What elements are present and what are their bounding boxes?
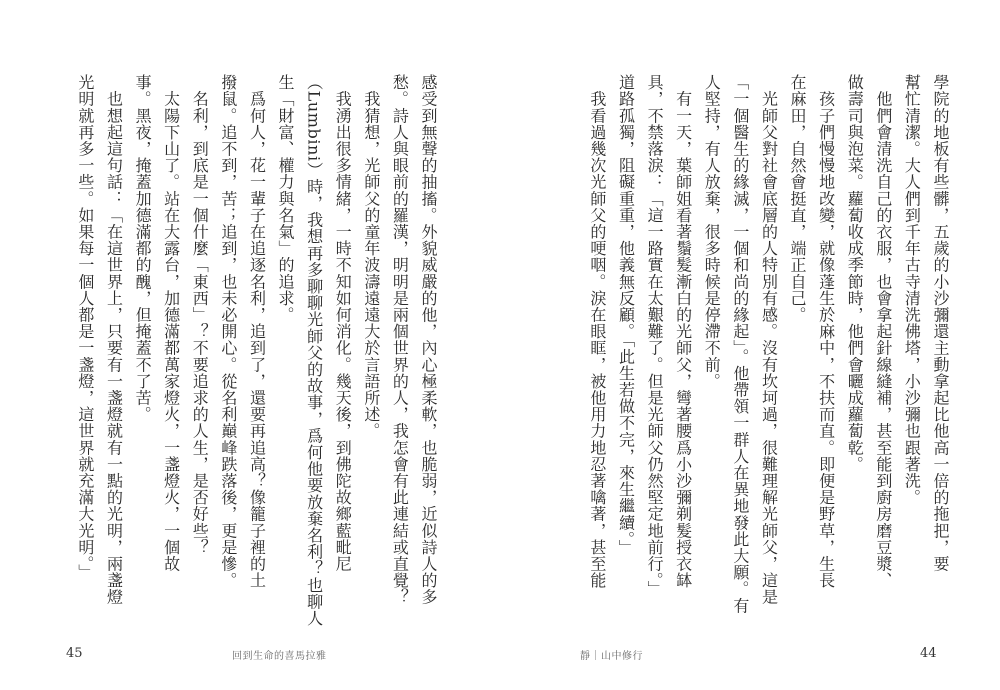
page-number: 45 <box>66 646 83 661</box>
text-column: 學院的地板有些髒，五歲的小沙彌還主動拿起比他高一倍的拖把，要 <box>931 74 950 572</box>
text-column: 我看過幾次光師父的哽咽。淚在眼眶，被他用力地忍著噙著，甚至能 <box>587 74 607 589</box>
text-column: 孩子們慢慢地改變，就像蓬生於麻中，不扶而直。即便是野草，生長 <box>816 74 836 589</box>
text-column: 生「財富、權力與名氣」的追求。 <box>276 74 296 323</box>
running-head: 靜｜山中修行 <box>580 651 643 662</box>
text-column: 幫忙清潔。大人們到千年古寺清洗佛塔，小沙彌也跟著洗。 <box>902 74 922 506</box>
text-column: 在麻田，自然會挺直，端正自己。 <box>788 74 808 323</box>
left-page-body <box>70 74 442 627</box>
text-column: 太陽下山了。站在大露台，加德滿都萬家燈火，一盞燈火，一個故 <box>161 74 181 572</box>
text-column: 有一天，葉師姐看著鬚髮漸白的光師父，彎著腰爲小沙彌剃髮授衣缽 <box>673 74 693 589</box>
text-column: 我猜想，光師父的童年波濤遠遠大於言語所述。 <box>361 74 381 440</box>
text-column: 他們會清洗自己的衣服，也會拿起針線縫補，甚至能到廚房磨豆漿、 <box>873 74 893 589</box>
text-column: 愁。詩人與眼前的羅漢，明明是兩個世界的人，我怎會有此連結或直覺？ <box>390 74 410 606</box>
text-column: 「一個醫生的緣滅，一個和尚的緣起」。他帶領一群人在異地發此大願。有 <box>730 74 750 614</box>
running-head: 回到生命的喜馬拉雅 <box>232 651 327 662</box>
text-column: 道路孤獨，阻礙重重，他義無反顧。「此生若做不完，來生繼續。」 <box>616 74 636 556</box>
text-column: 做壽司與泡菜。蘿蔔收成季節時，他們會曬成蘿蔔乾。 <box>845 74 865 473</box>
right-page-body <box>582 74 954 614</box>
text-column: 光明就再多一些。如果每一個人都是一盞燈，這世界就充滿大光明。」 <box>75 74 95 581</box>
text-column: 也想起這句話：「在這世界上，只要有一盞燈就有一點的光明，兩盞燈 <box>104 74 124 606</box>
right-page <box>500 0 1000 690</box>
page-number: 44 <box>920 646 937 661</box>
text-column: 感受到無聲的抽搐。外貌威嚴的他，內心極柔軟，也脆弱，近似詩人的多 <box>419 74 438 606</box>
text-column: 具，不禁落淚：「這一路實在太艱難了。但是光師父仍然堅定地前行。」 <box>645 74 665 598</box>
text-column: 人堅持，有人放棄，很多時候是停滯不前。 <box>702 74 722 390</box>
text-column: 事。黑夜，掩蓋加德滿都的醜，但掩蓋不了苦。 <box>133 74 153 423</box>
text-column: （Lumbini）時，我想再多聊聊光師父的故事，爲何他要放棄名利？也聊人 <box>304 74 324 627</box>
text-column: 名利，到底是一個什麼「東西」？不要追求的人生，是否好些？ <box>190 74 210 556</box>
text-column: 撥鼠。追不到，苦；追到，也未必開心。從名利巔峰跌落後，更是慘。 <box>218 74 238 589</box>
text-column: 爲何人，花一輩子在追逐名利，追到了，還要再追高？像籠子裡的土 <box>247 74 267 589</box>
text-column: 光師父對社會底層的人特別有感。沒有坎坷過，很難理解光師父，這是 <box>759 74 779 606</box>
text-column: 我湧出很多情緒，一時不知如何消化。幾天後，到佛陀故鄉藍毗尼 <box>333 74 353 572</box>
